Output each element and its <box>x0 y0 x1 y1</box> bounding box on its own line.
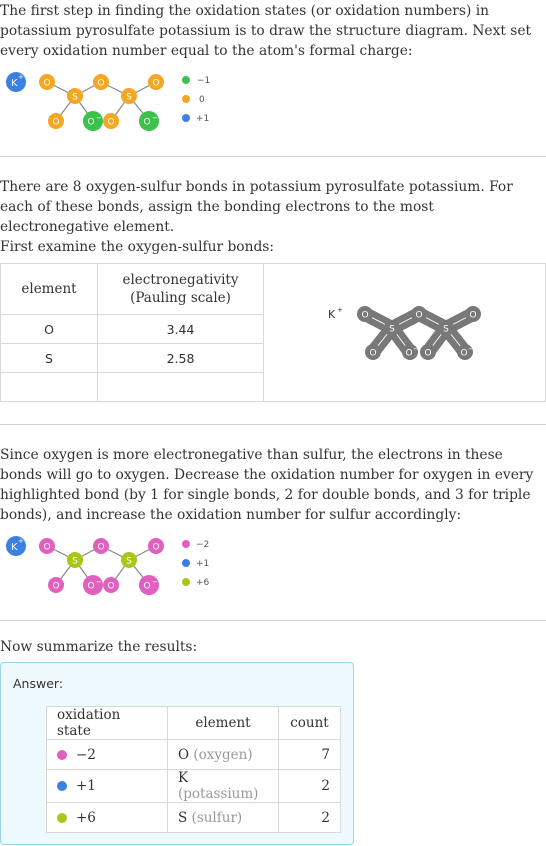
legend-formal-charges <box>182 76 210 124</box>
atom-label: K <box>328 308 336 321</box>
oxidation-state-value: +6 <box>76 809 96 826</box>
oxidation-state-value: −2 <box>76 746 96 763</box>
oxidation-state-cell <box>47 740 168 770</box>
atom-label: S <box>72 92 78 103</box>
legend-label: +1 <box>196 114 210 124</box>
count-cell: 2 <box>279 770 341 803</box>
legend-label: +6 <box>196 578 210 588</box>
header-electronegativity <box>98 264 264 315</box>
element-name: (sulfur) <box>191 809 243 826</box>
header-en-line2: (Pauling scale) <box>130 290 231 306</box>
element-symbol: K <box>178 770 189 786</box>
atom-label: O <box>152 78 160 89</box>
atom-label: O <box>43 542 51 553</box>
legend-label: 0 <box>199 95 205 105</box>
charge-label: + <box>18 537 24 545</box>
charge-label: + <box>18 73 24 81</box>
atom-label: S <box>126 556 132 567</box>
element-cell <box>168 803 279 833</box>
atom-label: O <box>52 581 60 592</box>
atom-label: O <box>52 117 60 128</box>
color-dot <box>57 750 67 760</box>
table-cell-value: 3.44 <box>98 315 264 344</box>
header-element: element <box>1 264 98 315</box>
since-text: Since oxygen is more electronegative than sulfur, the electrons in these bonds will go to oxygen. Decrease the oxidation number for oxygen in every highlighted bond (by 1 for single bonds, 2 for double bonds, and 3 for triple bonds), and increase the oxidation number for sulfur accordingly: <box>0 447 534 523</box>
table-cell-empty <box>98 373 264 402</box>
divider <box>0 424 546 425</box>
charge-label: − <box>152 578 158 586</box>
divider <box>0 156 546 157</box>
oxidation-state-cell <box>47 803 168 833</box>
table-cell-value: 2.58 <box>98 344 264 373</box>
table-row <box>47 740 341 770</box>
structure-diagram-oxidation-numbers <box>0 532 230 602</box>
atom-label: O <box>361 310 369 321</box>
examine-text: First examine the oxygen-sulfur bonds: <box>0 239 275 255</box>
color-dot <box>57 781 67 791</box>
charge-label: − <box>96 114 102 122</box>
atom-label: O <box>97 78 105 89</box>
count-cell: 2 <box>279 803 341 833</box>
atom-label: O <box>415 310 423 321</box>
atom-label: O <box>469 310 477 321</box>
atom-label: O <box>143 117 151 128</box>
atom-label: S <box>389 324 395 335</box>
atom-label: O <box>97 542 105 553</box>
element-symbol: S <box>178 809 188 826</box>
oxidation-state-cell <box>47 770 168 803</box>
electronegativity-table <box>0 263 546 402</box>
atom-label: O <box>87 581 95 592</box>
atom-label: O <box>87 117 95 128</box>
atom-label: O <box>369 348 377 359</box>
element-cell <box>168 740 279 770</box>
element-name: (potassium) <box>178 786 259 802</box>
charge-label: − <box>413 345 419 353</box>
legend-label: −2 <box>196 540 210 550</box>
atom-label: S <box>126 92 132 103</box>
element-name: (oxygen) <box>193 746 253 763</box>
element-symbol: O <box>178 746 190 763</box>
charge-label: − <box>468 345 474 353</box>
oxidation-state-value: +1 <box>76 778 96 794</box>
atom-label: S <box>72 556 78 567</box>
element-cell <box>168 770 279 803</box>
header-count: count <box>279 707 341 740</box>
answer-box <box>0 662 354 845</box>
header-oxidation-state: oxidation state <box>47 707 168 740</box>
atom-label: O <box>107 117 115 128</box>
legend-label: +1 <box>196 559 210 569</box>
charge-label: − <box>152 114 158 122</box>
bond-structure-cell <box>264 264 546 402</box>
atom-label: K <box>11 542 18 553</box>
highlighted-bond-structure <box>264 264 546 401</box>
atom-label: O <box>405 348 413 359</box>
legend-oxidation-numbers <box>182 540 210 588</box>
header-en-line1: electronegativity <box>122 272 239 288</box>
table-cell-element: S <box>1 344 98 373</box>
results-table <box>46 706 341 833</box>
table-row <box>47 770 341 803</box>
charge-label: − <box>96 578 102 586</box>
table-cell-element: O <box>1 315 98 344</box>
table-cell-empty <box>1 373 98 402</box>
table-row <box>47 803 341 833</box>
count-cell: 7 <box>279 740 341 770</box>
answer-label: Answer: <box>13 676 64 691</box>
atom-label: O <box>107 581 115 592</box>
header-element: element <box>168 707 279 740</box>
atom-label: O <box>424 348 432 359</box>
intro-text: The first step in finding the oxidation states (or oxidation numbers) in potassium pyrosulfate potassium is to draw the structure diagram. Next set every oxidation number equal to the atom's formal charge: <box>0 3 532 59</box>
atom-label: K <box>11 78 18 89</box>
summarize-text: Now summarize the results: <box>0 639 198 655</box>
atom-label: S <box>443 324 449 335</box>
color-dot <box>57 813 67 823</box>
atom-label: O <box>152 542 160 553</box>
charge-label: + <box>337 306 343 314</box>
structure-diagram-formal-charges <box>0 68 230 138</box>
divider <box>0 620 546 621</box>
atom-label: O <box>460 348 468 359</box>
atom-label: O <box>143 581 151 592</box>
atom-label: O <box>43 78 51 89</box>
bonds-text: There are 8 oxygen-sulfur bonds in potassium pyrosulfate potassium. For each of these bonds, assign the bonding electrons to the most electronegative element. <box>0 179 513 235</box>
legend-label: −1 <box>197 76 211 86</box>
